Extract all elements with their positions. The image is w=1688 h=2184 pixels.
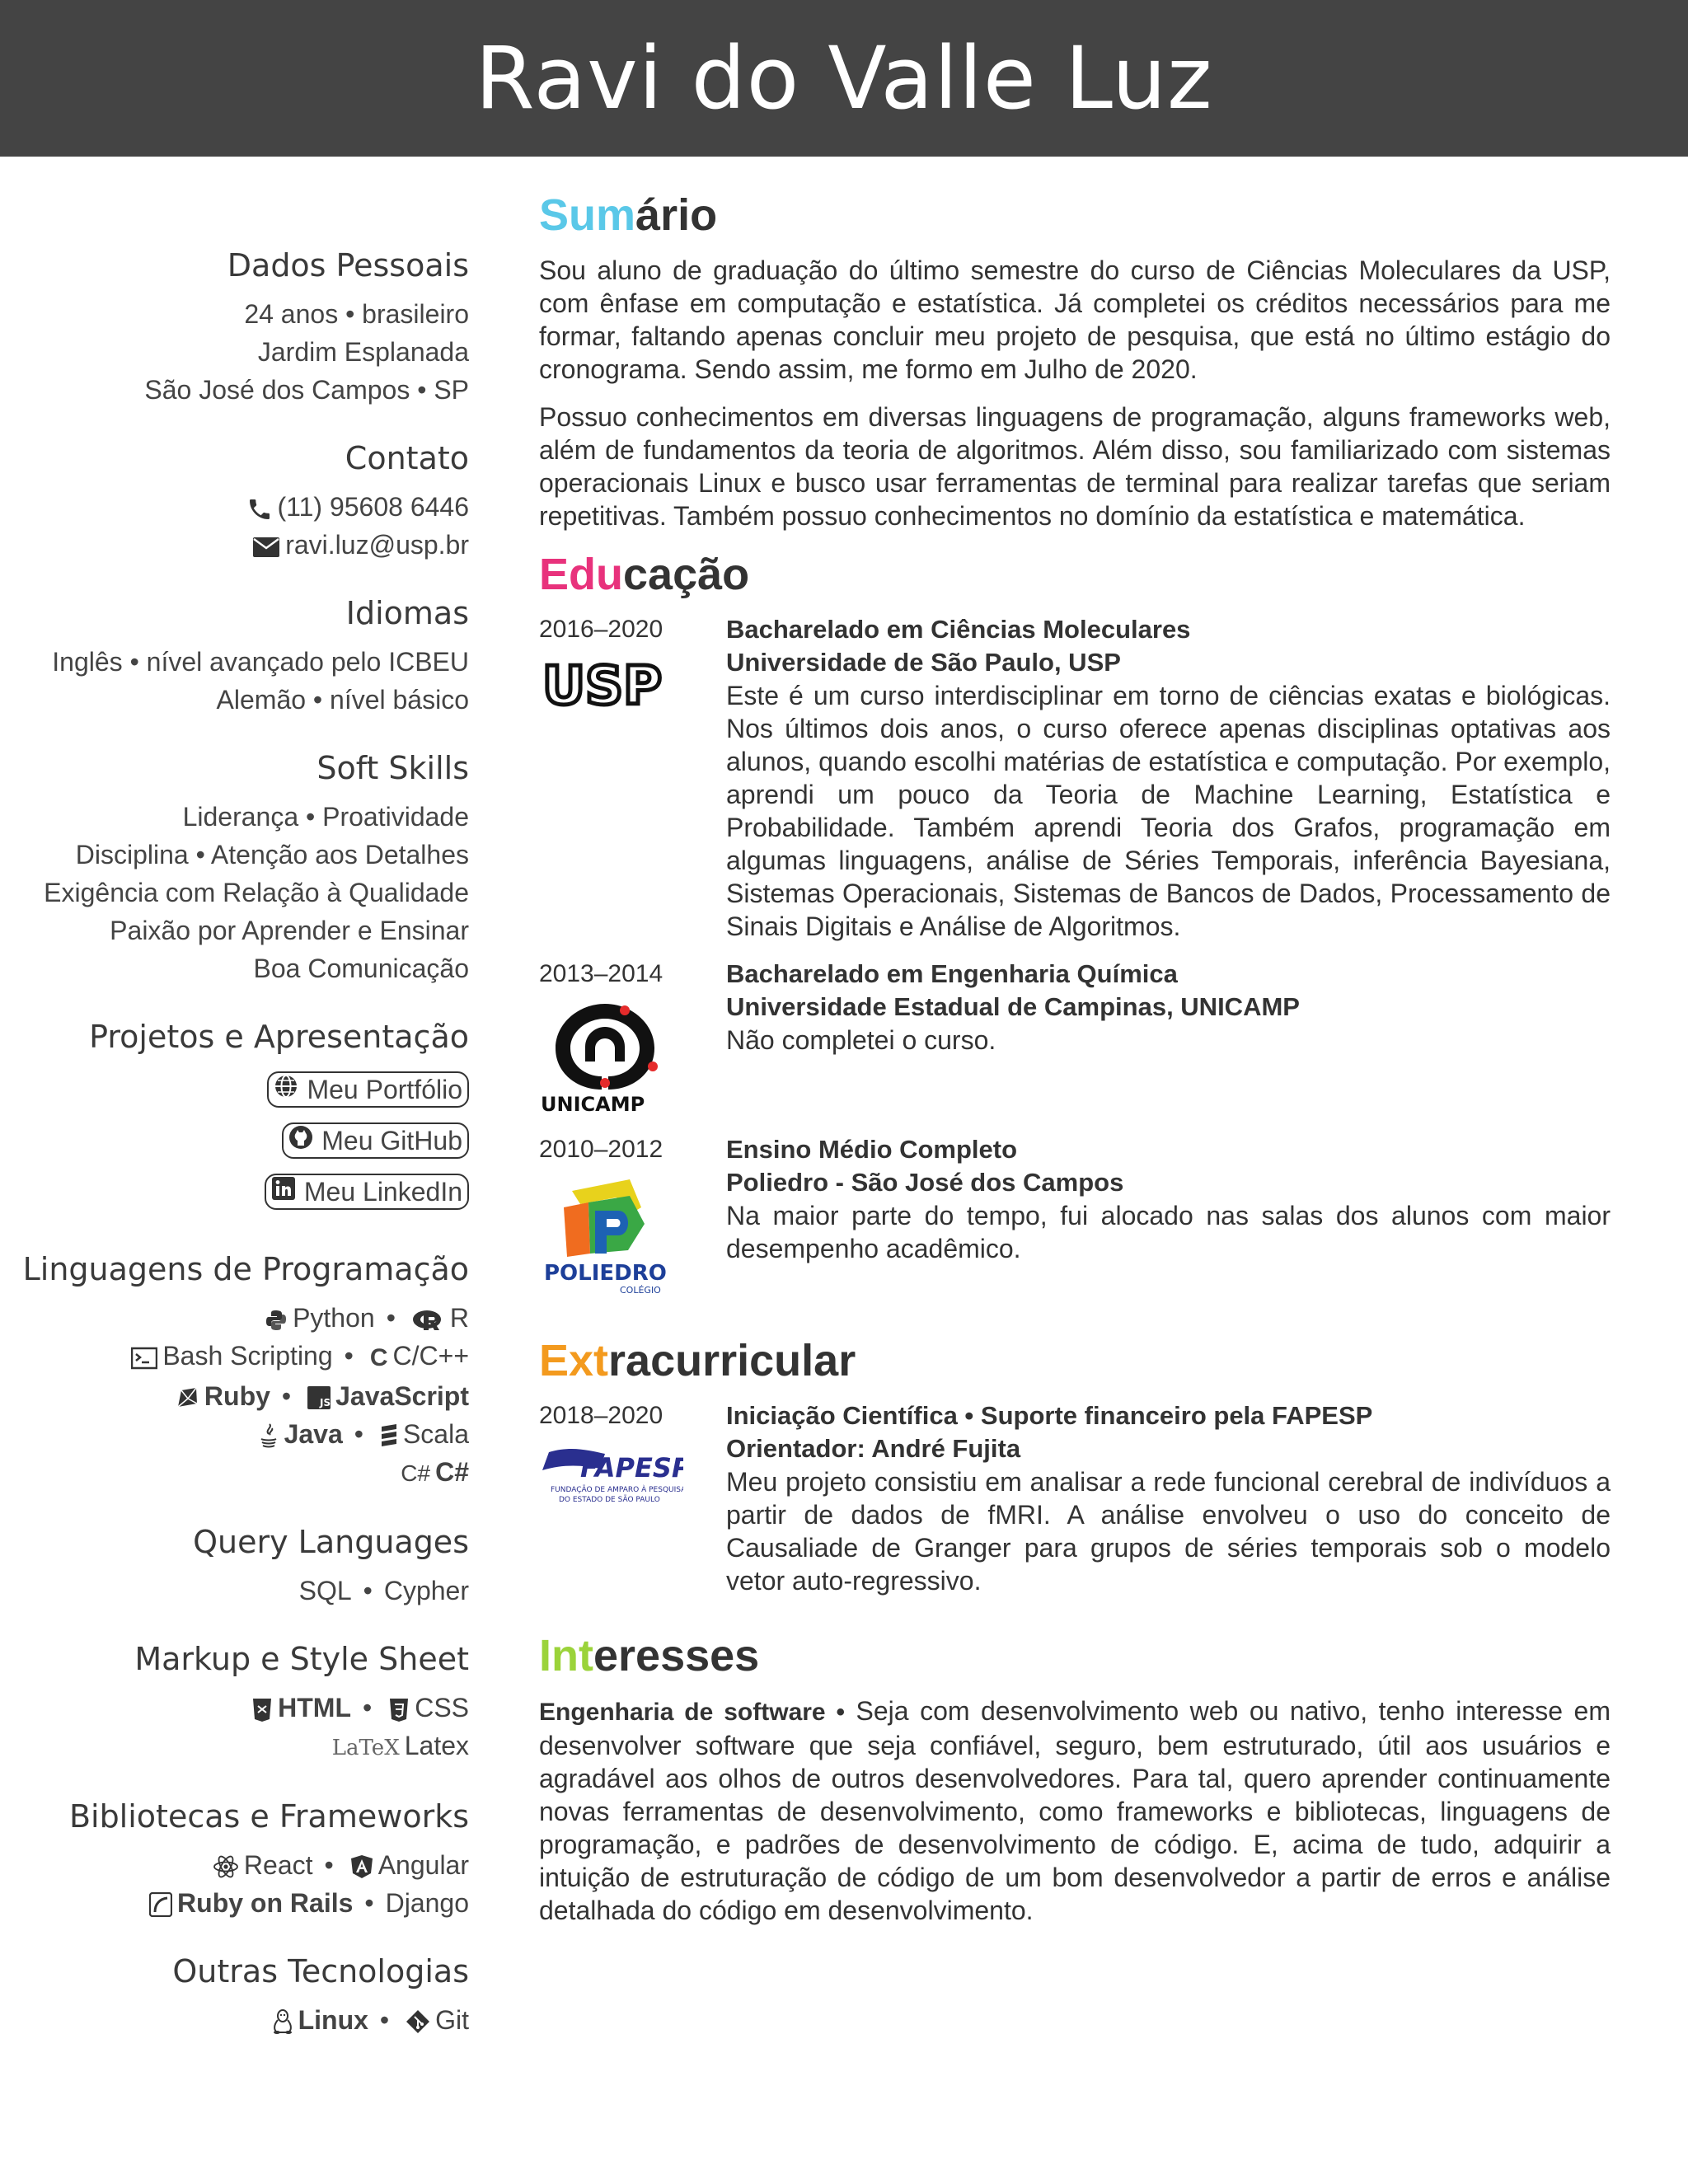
ruby-icon (175, 1385, 199, 1410)
fapesp-logo-sub: DO ESTADO DE SÃO PAULO (559, 1496, 660, 1504)
phone-line (16, 488, 469, 526)
linkedin-label: Meu LinkedIn (303, 1177, 462, 1207)
education-heading: Educação (539, 550, 750, 599)
poliedro-logo-text: POLIEDRO (544, 1261, 667, 1286)
projects-section (16, 1019, 469, 1220)
softskill-line: Paixão por Aprender e Ensinar (110, 916, 469, 945)
entry-date: 2010–2012 (539, 1136, 663, 1163)
rails-label: Ruby on Rails (177, 1887, 354, 1918)
entry-title: Bacharelado em Ciências Moleculares (726, 615, 1191, 644)
markup-section: Markup e Style Sheet HTML • CSS LaTeX Latex (16, 1641, 469, 1767)
extracurricular-heading: Extracurricular (539, 1336, 856, 1385)
html5-icon (251, 1698, 273, 1722)
github-icon (288, 1118, 313, 1163)
softskill-line: Liderança • Proatividade (182, 802, 469, 832)
languages-section (16, 595, 469, 719)
entry-description: Na maior parte do tempo, fui alocado nas salas dos alunos com maior desempenho acadêmico. (726, 1201, 1611, 1263)
js-icon (307, 1386, 331, 1409)
personal-line: São José dos Campos • SP (144, 375, 469, 405)
section-heading: Dados Pessoais (227, 247, 469, 284)
usp-logo-text: USP (542, 656, 662, 712)
git-label: Git (435, 2004, 469, 2035)
unicamp-logo (539, 999, 726, 1118)
linux-label: Linux (298, 2004, 368, 2035)
phone-icon (246, 496, 273, 523)
frameworks-section: Bibliotecas e Frameworks React • Angular Ruby on Rails • Django (16, 1798, 469, 1922)
entry-institution: Poliedro - São José dos Campos (726, 1168, 1124, 1197)
summary-heading: Sumário (539, 190, 718, 240)
entry-date: 2013–2014 (539, 960, 663, 987)
unicamp-logo-text: UNICAMP (541, 1093, 645, 1114)
left-column (16, 247, 469, 2070)
entry-institution: Universidade de São Paulo, USP (726, 648, 1121, 677)
section-heading: Soft Skills (316, 750, 469, 786)
rails-icon (149, 1892, 172, 1917)
section-heading: Linguagens de Programação (22, 1251, 469, 1287)
education-section (539, 549, 1611, 1302)
softskills-section (16, 750, 469, 987)
entry-title: Bacharelado em Engenharia Química (726, 959, 1178, 988)
python-icon (265, 1309, 288, 1332)
education-entry (539, 613, 1611, 943)
interests-text: Seja com desenvolvimento web ou nativo, tenho interesse em desenvolver software que seja confiável, seguro, bem estruturado, útil aos usuários e agradável aos olhos de outros desenvolvedores. Para tal, quero aprender continuamente novas ferramentas de desenvolvimento, como frameworks e bibliotecas, linguagens de programação, e padrões de desenvolvimento de código. E, acima de tudo, adquirir a intuição de estruturação de código de um bom desenvolvedor a partir de erros e análise detalhada do código em desenvolvimento. (539, 1696, 1611, 1925)
education-entry (539, 958, 1611, 1118)
section-heading: Idiomas (345, 595, 469, 631)
git-icon (406, 2009, 430, 2034)
poliedro-logo-sub: COLÉGIO (620, 1285, 661, 1296)
section-heading: Projetos e Apresentação (89, 1019, 469, 1055)
angular-label: Angular (377, 1849, 469, 1880)
entry-advisor: Orientador: André Fujita (726, 1434, 1021, 1463)
softskill-line: Boa Comunicação (253, 954, 469, 983)
github-link[interactable] (282, 1122, 469, 1159)
name-title: Ravi do Valle Luz (475, 28, 1213, 129)
fapesp-logo-text: FAPESP (580, 1452, 683, 1483)
personal-line: Jardim Esplanada (257, 337, 469, 367)
react-label: React (243, 1849, 313, 1880)
fapesp-logo (539, 1441, 726, 1519)
envelope-icon (252, 537, 280, 558)
entry-description: Não completei o curso. (726, 1025, 996, 1055)
ruby-label: Ruby (204, 1380, 270, 1411)
entry-date: 2018–2020 (539, 1402, 663, 1429)
scala-icon (380, 1423, 398, 1448)
extracurricular-section (539, 1335, 1611, 1597)
r-icon (412, 1309, 445, 1332)
python-label: Python (293, 1303, 375, 1333)
contact-section (16, 440, 469, 564)
interests-section (539, 1630, 1611, 1927)
github-label: Meu GitHub (321, 1126, 462, 1155)
entry-institution: Universidade Estadual de Campinas, UNICAMP (726, 992, 1300, 1021)
java-label: Java (284, 1418, 343, 1449)
css-label: CSS (415, 1693, 469, 1723)
c-icon: C (369, 1343, 388, 1371)
linkedin-icon (271, 1169, 296, 1214)
portfolio-label: Meu Portfólio (307, 1075, 462, 1104)
right-column (539, 190, 1611, 1942)
csharp-label: C# (435, 1456, 469, 1487)
section-heading: Outras Tecnologias (172, 1952, 469, 1990)
language-line: Inglês • nível avançado pelo ICBEU (52, 647, 469, 677)
entry-date: 2016–2020 (539, 616, 663, 643)
education-entry (539, 1133, 1611, 1302)
language-line: Alemão • nível básico (216, 685, 469, 715)
react-icon (213, 1854, 239, 1879)
globe-icon (274, 1067, 298, 1112)
angular-icon (350, 1854, 373, 1879)
entry-title: Iniciação Científica • Suporte financeiro pela FAPESP (726, 1401, 1373, 1430)
softskill-line: Disciplina • Atenção aos Detalhes (75, 840, 469, 869)
css3-icon (388, 1698, 410, 1722)
usp-logo (539, 654, 726, 716)
email-line (16, 526, 469, 564)
entry-description: Meu projeto consistiu em analisar a rede funcional cerebral de indivíduos a partir de dados de fMRI. A análise envolveu o uso do conceito de Causaliade de Granger para grupos de séries temporais sob o modelo vetor auto-regressivo. (726, 1467, 1611, 1596)
interests-paragraph (539, 1694, 1611, 1927)
poliedro-logo (539, 1174, 726, 1302)
section-heading: Markup e Style Sheet (134, 1641, 469, 1678)
entry-title: Ensino Médio Completo (726, 1135, 1018, 1164)
django-label: Django (385, 1887, 469, 1918)
sql-label: SQL (298, 1576, 352, 1606)
entry-description: Este é um curso interdisciplinar em torno de ciências exatas e biológicas. Nos últimos dois anos, o curso oferece apenas disciplinas optativas aos alunos, quando escolhi matérias de estatística e computação. Por exemplo, aprendi um pouco da Teoria de Machine Learning, Estatística e Probabilidade. Também aprendi Teoria dos Grafos, programação em algumas linguagens, análise de Séries Temporais, inferência Bayesiana, Sistemas Operacionais, Sistemas de Bancos de Dados, Processamento de Sinais Digitais e Análise de Algoritmos. (726, 681, 1611, 941)
email-address[interactable]: ravi.luz@usp.br (285, 530, 469, 560)
java-icon (258, 1422, 279, 1449)
html-label: HTML (278, 1693, 351, 1723)
fapesp-logo-sub: FUNDAÇÃO DE AMPARO À PESQUISA (551, 1486, 683, 1494)
portfolio-link[interactable] (267, 1071, 469, 1108)
interests-lead: Engenharia de software • (539, 1699, 846, 1726)
js-label: JavaScript (335, 1380, 469, 1411)
linux-icon (272, 2008, 293, 2035)
linkedin-link[interactable] (265, 1174, 469, 1210)
header-bar (0, 0, 1688, 157)
other-section: Outras Tecnologias Linux • Git (16, 1953, 469, 2039)
section-heading: Contato (345, 440, 469, 476)
phone-number[interactable]: (11) 95608 6446 (277, 492, 469, 522)
extracurricular-entry (539, 1399, 1611, 1597)
personal-section (16, 247, 469, 409)
interests-heading: Interesses (539, 1631, 760, 1680)
summary-paragraph: Possuo conhecimentos em diversas linguagens de programação, alguns frameworks web, além de fundamentos da teoria de algoritmos. Além disso, sou familiarizado com sistemas operacionais Linux e busco usar ferramentas de terminal para realizar tarefas que seriam repetitivas. Também possuo conhecimentos no domínio da estatística e matemática. (539, 402, 1611, 531)
terminal-icon (131, 1347, 157, 1370)
query-section: Query Languages SQL • Cypher (16, 1524, 469, 1610)
latex-label: Latex (404, 1731, 469, 1761)
section-heading: Query Languages (193, 1524, 469, 1561)
softskill-line: Exigência com Relação à Qualidade (44, 878, 469, 907)
r-label: R (449, 1303, 469, 1333)
c-label: C/C++ (392, 1341, 469, 1371)
svg-text:JS: JS (320, 1397, 331, 1409)
cypher-label: Cypher (383, 1576, 469, 1606)
latex-icon: LaTeX (331, 1735, 400, 1760)
csharp-icon: C# (401, 1460, 431, 1487)
personal-line: 24 anos • brasileiro (244, 299, 469, 329)
summary-paragraph: Sou aluno de graduação do último semestre do curso de Ciências Moleculares da USP, com ênfase em computação e estatística. Já completei os créditos necessários para me formar, faltando apenas concluir meu projeto de pesquisa, que está no último estágio do cronograma. Sendo assim, me formo em Julho de 2020. (539, 255, 1611, 384)
summary-section (539, 190, 1611, 532)
proglangs-section: Linguagens de Programação Python • R Bash Scripting • C C/C++ Ruby • JS JavaScript Java • Scala C# C# (16, 1251, 469, 1493)
section-heading: Bibliotecas e Frameworks (68, 1797, 469, 1835)
scala-label: Scala (402, 1418, 469, 1449)
bash-label: Bash Scripting (162, 1341, 333, 1371)
